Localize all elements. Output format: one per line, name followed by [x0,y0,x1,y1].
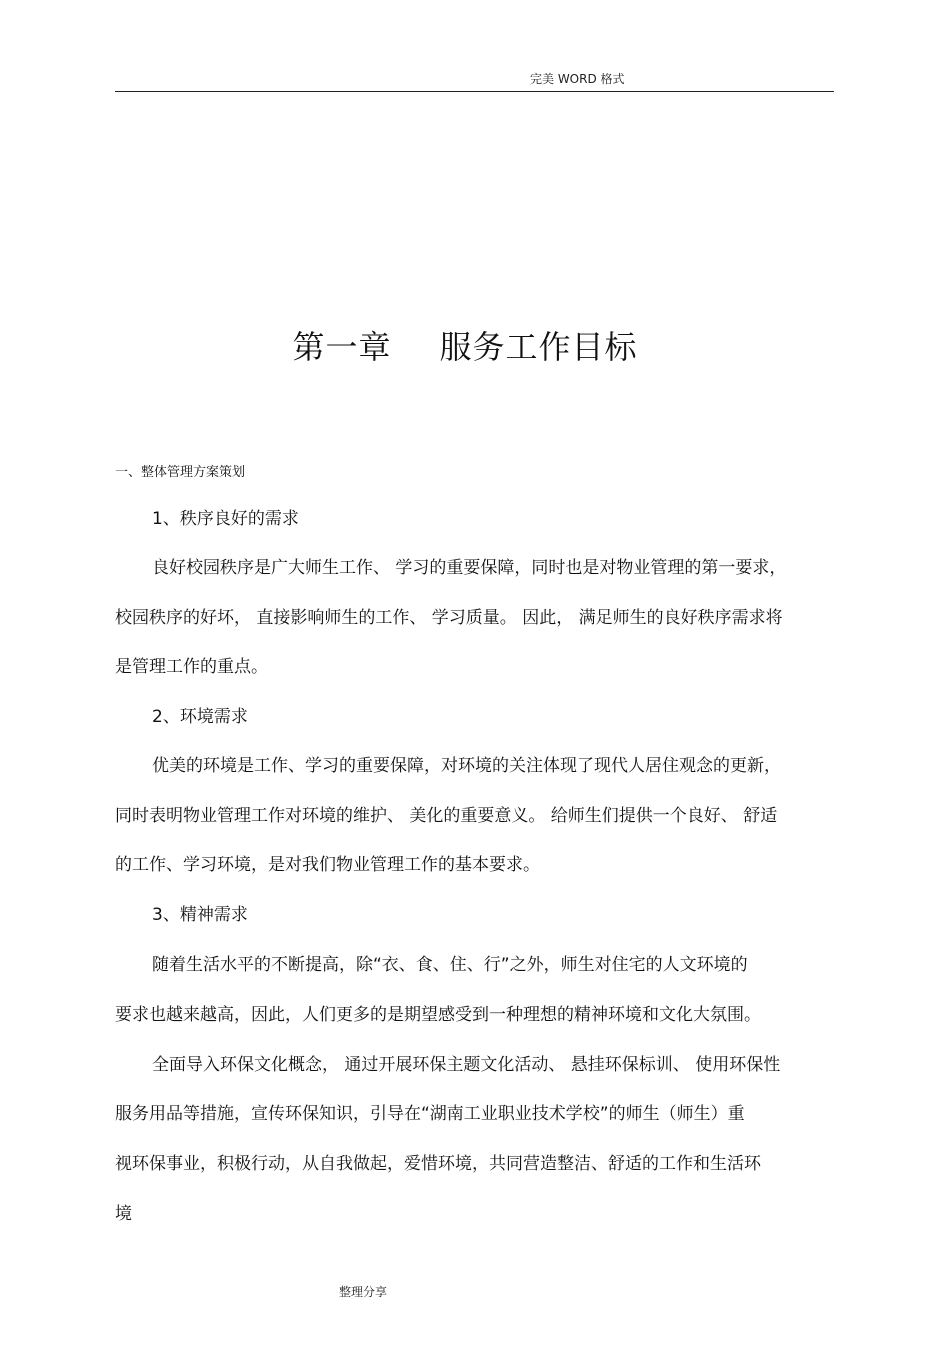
paragraph-line: 服务用品等措施，宣传环保知识，引导在“湖南工业职业技术学校”的师生（师生）重 [115,1104,745,1124]
paragraph-line: 要求也越来越高，因此，人们更多的是期望感受到一种理想的精神环境和文化大氛围。 [115,1005,761,1025]
paragraph-line: 境 [115,1204,132,1224]
paragraph-line: 全面导入环保文化概念， 通过开展环保主题文化活动、 悬挂环保标训、 使用环保性 [152,1055,781,1075]
paragraph-line: 良好校园秩序是广大师生工作、 学习的重要保障，同时也是对物业管理的第一要求， [152,558,787,578]
paragraph-line: 是管理工作的重点。 [115,657,268,677]
chapter-title [0,322,930,368]
paragraph-line: 优美的环境是工作、学习的重要保障，对环境的关注体现了现代人居住观念的更新， [152,756,781,776]
paragraph-line: 同时表明物业管理工作对环境的维护、 美化的重要意义。 给师生们提供一个良好、 舒适 [115,806,778,826]
paragraph-line: 随着生活水平的不断提高，除“衣、食、住、行”之外，师生对住宅的人文环境的 [152,955,748,975]
paragraph-line: 校园秩序的好坏， 直接影响师生的工作、 学习质量。 因此， 满足师生的良好秩序需求将 [115,608,783,628]
header-text: 完美 WORD 格式 [530,72,625,86]
chapter-name: 服务工作目标 [439,328,638,366]
item-heading: 1、秩序良好的需求 [152,509,299,529]
footer-text: 整理分享 [339,1285,388,1299]
chapter-number: 第一章 [292,328,392,366]
item-heading: 2、环境需求 [152,707,248,727]
header-rule [115,91,834,92]
paragraph-line: 视环保事业，积极行动，从自我做起，爱惜环境，共同营造整洁、舒适的工作和生活环 [115,1154,761,1174]
paragraph-line: 的工作、学习环境，是对我们物业管理工作的基本要求。 [115,855,540,875]
item-heading: 3、精神需求 [152,905,248,925]
section-heading: 一、整体管理方案策划 [115,465,246,480]
